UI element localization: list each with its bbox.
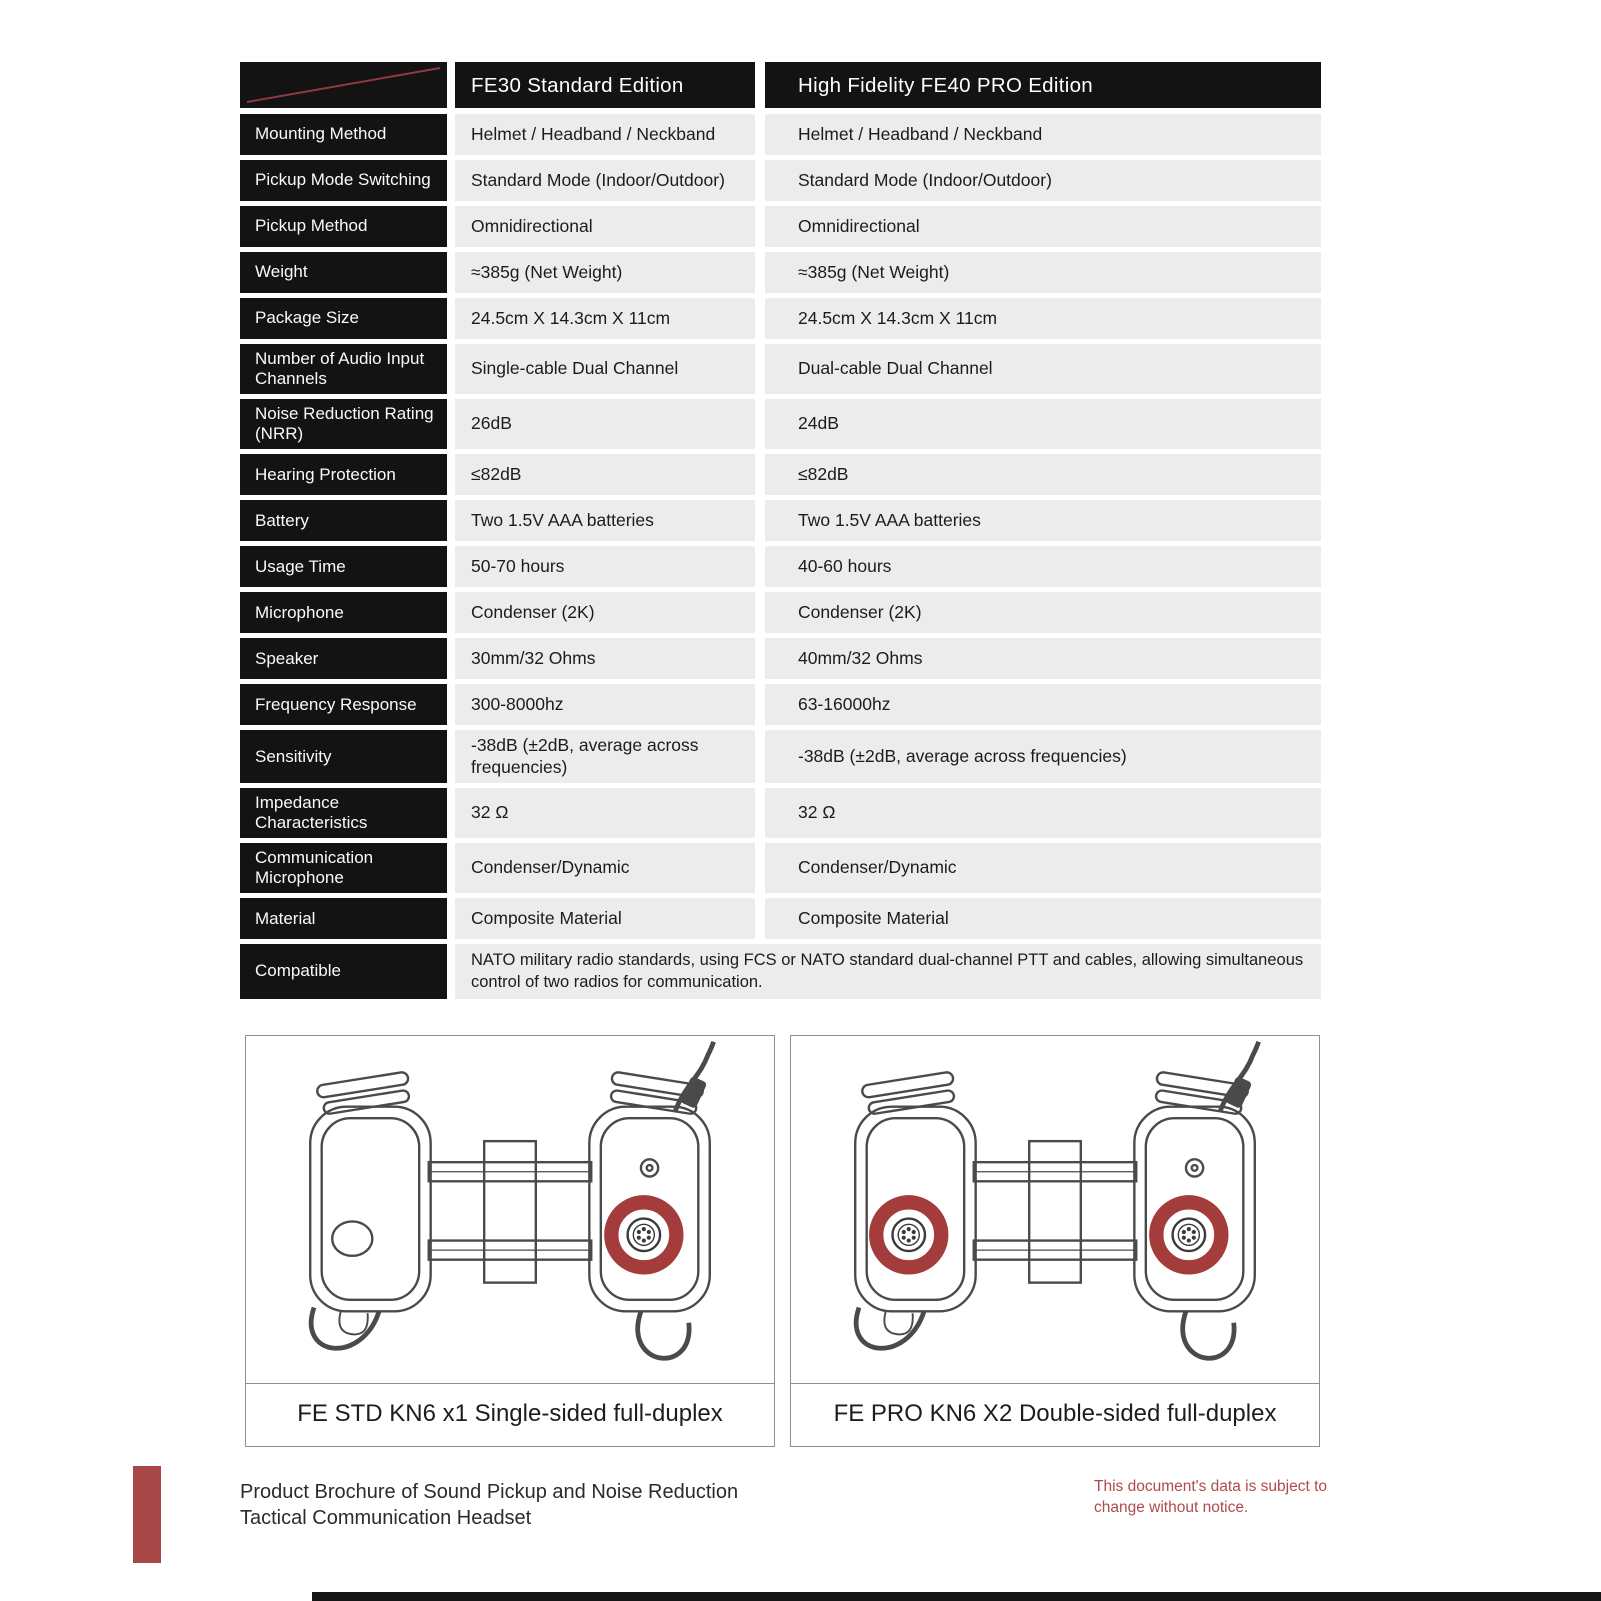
headset-illustration	[246, 1036, 774, 1383]
spec-row	[240, 454, 1321, 495]
spec-row	[240, 684, 1321, 725]
fe40-value: ≤82dB	[765, 454, 1321, 495]
diagonal-line-icon	[240, 62, 447, 108]
figure-fe-pro	[790, 1035, 1320, 1447]
fe30-value: Helmet / Headband / Neckband	[455, 114, 755, 155]
fe30-value: 26dB	[455, 399, 755, 449]
fe30-value: -38dB (±2dB, average across frequencies)	[455, 730, 755, 783]
fe40-value: ≈385g (Net Weight)	[765, 252, 1321, 293]
fe40-value: Two 1.5V AAA batteries	[765, 500, 1321, 541]
fe30-value: Single-cable Dual Channel	[455, 344, 755, 394]
row-label: Hearing Protection	[240, 454, 447, 495]
fe30-value: 24.5cm X 14.3cm X 11cm	[455, 298, 755, 339]
spec-row	[240, 252, 1321, 293]
row-label: Mounting Method	[240, 114, 447, 155]
fe30-value: 50-70 hours	[455, 546, 755, 587]
fe40-value: Helmet / Headband / Neckband	[765, 114, 1321, 155]
fe40-value: Standard Mode (Indoor/Outdoor)	[765, 160, 1321, 201]
table-corner	[240, 62, 447, 108]
red-accent-block	[133, 1466, 161, 1563]
row-label: Package Size	[240, 298, 447, 339]
fe40-value: Omnidirectional	[765, 206, 1321, 247]
kn6-connector-icon	[611, 1202, 676, 1267]
spec-table	[240, 62, 1321, 1004]
row-label: Frequency Response	[240, 684, 447, 725]
spec-row	[240, 500, 1321, 541]
spec-row	[240, 730, 1321, 783]
fe30-value: Two 1.5V AAA batteries	[455, 500, 755, 541]
spec-row	[240, 114, 1321, 155]
spec-row	[240, 898, 1321, 939]
compatible-value: NATO military radio standards, using FCS or NATO standard dual-channel PTT and cables, allowing simultaneous control of two radios for communication.	[455, 944, 1321, 999]
row-label: Usage Time	[240, 546, 447, 587]
row-label: Microphone	[240, 592, 447, 633]
fe30-value: ≤82dB	[455, 454, 755, 495]
fe40-value: 24.5cm X 14.3cm X 11cm	[765, 298, 1321, 339]
headset-illustration	[791, 1036, 1319, 1383]
row-label: Pickup Method	[240, 206, 447, 247]
fe30-value: ≈385g (Net Weight)	[455, 252, 755, 293]
fe30-value: Composite Material	[455, 898, 755, 939]
fe40-value: Composite Material	[765, 898, 1321, 939]
spec-row	[240, 344, 1321, 394]
row-label: Battery	[240, 500, 447, 541]
fe30-value: Standard Mode (Indoor/Outdoor)	[455, 160, 755, 201]
spec-row	[240, 788, 1321, 838]
row-label: Speaker	[240, 638, 447, 679]
fe40-value: Condenser (2K)	[765, 592, 1321, 633]
spec-row	[240, 298, 1321, 339]
kn6-connector-icon	[876, 1202, 941, 1267]
row-label: Impedance Characteristics	[240, 788, 447, 838]
brochure-title-line2: Tactical Communication Headset	[240, 1507, 532, 1529]
row-label: Noise Reduction Rating (NRR)	[240, 399, 447, 449]
row-label: Weight	[240, 252, 447, 293]
row-label: Sensitivity	[240, 730, 447, 783]
row-label: Pickup Mode Switching	[240, 160, 447, 201]
row-label: Compatible	[240, 944, 447, 999]
fe30-value: Condenser (2K)	[455, 592, 755, 633]
bottom-bar	[312, 1592, 1601, 1601]
spec-row	[240, 160, 1321, 201]
fe40-value: 40mm/32 Ohms	[765, 638, 1321, 679]
column-header-fe30: FE30 Standard Edition	[455, 62, 755, 108]
spec-row-compatible	[240, 944, 1321, 999]
fe30-value: Condenser/Dynamic	[455, 843, 755, 893]
spec-row	[240, 592, 1321, 633]
fe40-value: Condenser/Dynamic	[765, 843, 1321, 893]
brochure-title	[240, 1479, 738, 1531]
spec-row	[240, 843, 1321, 893]
figure-fe-std	[245, 1035, 775, 1447]
fe30-value: 30mm/32 Ohms	[455, 638, 755, 679]
disclaimer-notice: This document's data is subject to change without notice.	[1094, 1478, 1327, 1516]
spec-row	[240, 399, 1321, 449]
fe40-value: -38dB (±2dB, average across frequencies)	[765, 730, 1321, 783]
figure-caption: FE PRO KN6 X2 Double-sided full-duplex	[791, 1383, 1319, 1444]
spec-row	[240, 638, 1321, 679]
column-header-fe40: High Fidelity FE40 PRO Edition	[765, 62, 1321, 108]
fe30-value: 300-8000hz	[455, 684, 755, 725]
kn6-connector-icon	[1156, 1202, 1221, 1267]
row-label: Communication Microphone	[240, 843, 447, 893]
brochure-title-line1: Product Brochure of Sound Pickup and Noise Reduction	[240, 1481, 739, 1503]
fe30-value: Omnidirectional	[455, 206, 755, 247]
fe30-value: 32 Ω	[455, 788, 755, 838]
fe40-value: Dual-cable Dual Channel	[765, 344, 1321, 394]
fe40-value: 63-16000hz	[765, 684, 1321, 725]
fe40-value: 32 Ω	[765, 788, 1321, 838]
fe40-value: 40-60 hours	[765, 546, 1321, 587]
figure-caption: FE STD KN6 x1 Single-sided full-duplex	[246, 1383, 774, 1444]
fe40-value: 24dB	[765, 399, 1321, 449]
row-label: Number of Audio Input Channels	[240, 344, 447, 394]
spec-row	[240, 206, 1321, 247]
row-label: Material	[240, 898, 447, 939]
spec-row	[240, 546, 1321, 587]
table-header-row	[240, 62, 1321, 108]
